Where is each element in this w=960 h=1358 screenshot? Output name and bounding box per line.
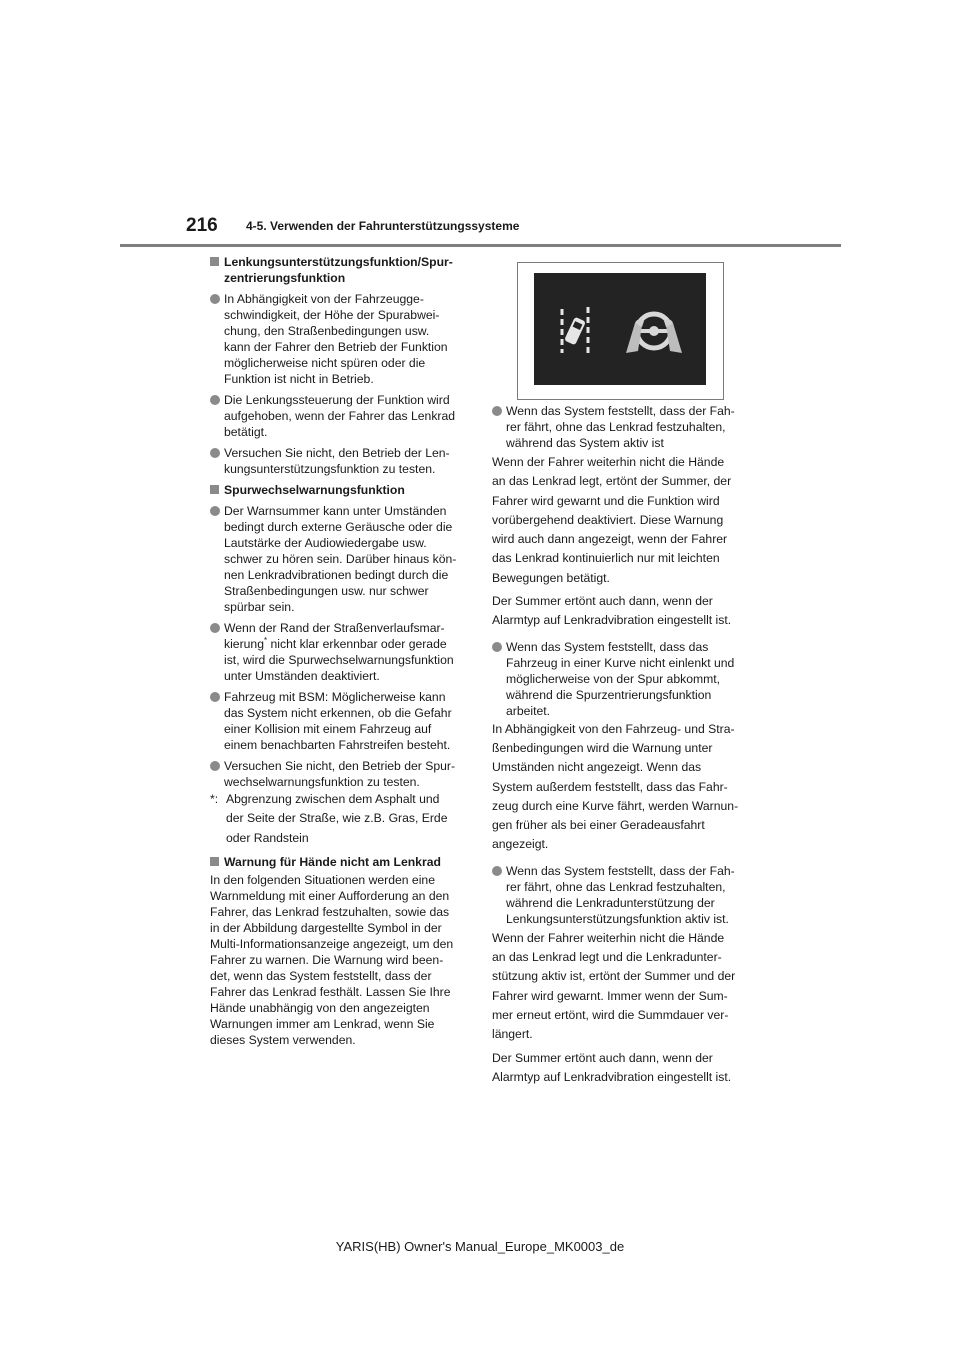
bullet-item: Die Lenkungssteuerung der Funktion wird aufgehoben, wenn der Fahrer das Lenkrad betätigt. — [210, 392, 470, 440]
circle-bullet-icon — [210, 623, 220, 633]
paragraph: Der Summer ertönt auch dann, wenn der Alarmtyp auf Lenkradvibration eingestellt ist. — [492, 594, 732, 628]
circle-bullet-icon — [210, 395, 220, 405]
bullet-item: Wenn der Rand der Straßenverlaufsmar- kierung* nicht klar erkennbar oder gerade ist, wird die Spurwechselwarnungsfunktion unter Umständen deaktiviert. — [210, 620, 470, 684]
paragraph: Der Summer ertönt auch dann, wenn der Alarmtyp auf Lenkradvibration eingestellt ist. — [492, 1050, 732, 1084]
heading-hands-off-warning: Warnung für Hände nicht am Lenkrad — [210, 854, 470, 870]
footnote-mark: *: — [210, 792, 219, 806]
bullet-item: Fahrzeug mit BSM: Möglicherweise kann das System nicht erkennen, ob die Gefahr einer Kollision mit einem Fahrzeug auf einem benachbarten Fahrstreifen besteht. — [210, 689, 470, 753]
manual-footer: YARIS(HB) Owner's Manual_Europe_MK0003_de — [335, 1239, 625, 1254]
bullet-item: Wenn das System feststellt, dass der Fah- rer fährt, ohne das Lenkrad festzuhalten, während das System aktiv ist — [492, 403, 754, 451]
left-column — [210, 254, 470, 1052]
square-bullet-icon — [210, 485, 219, 494]
paragraph: Wenn der Fahrer weiterhin nicht die Hände an das Lenkrad legt und die Lenkradunter- stützung aktiv ist, ertönt der Summer und der Fahrer wird gewarnt. Immer wenn der Sum- mer erneut ertönt, wird die Summdauer ver- längert. — [492, 930, 736, 1042]
hands-on-wheel-icon — [626, 314, 682, 353]
circle-bullet-icon — [210, 692, 220, 702]
footnote: *: Abgrenzung zwischen dem Asphalt und der Seite der Straße, wie z.B. Gras, Erde oder Randstein — [210, 792, 448, 845]
heading-steering-assist: Lenkungsunterstützungsfunktion/Spur- zentrierungsfunktion — [210, 254, 470, 286]
square-bullet-icon — [210, 257, 219, 266]
bullet-item: Wenn das System feststellt, dass der Fah- rer fährt, ohne das Lenkrad festzuhalten, während die Lenkradunterstützung der Lenkungsunterstützungsfunktion aktiv ist. — [492, 863, 754, 927]
footnote-marker: * — [263, 635, 268, 645]
circle-bullet-icon — [210, 506, 220, 516]
bullet-item: Versuchen Sie nicht, den Betrieb der Spur- wechselwarnungsfunktion zu testen. — [210, 758, 470, 790]
paragraph: In den folgenden Situationen werden eine Warnmeldung mit einer Aufforderung an den Fahrer, das Lenkrad festzuhalten, sowie das in der Abbildung dargestellte Symbol in der Multi-Informationsanzeige angezeigt, um den Fahrer zu warnen. Die Warnung wird been- det, wenn das System feststellt, dass der Fahrer das Lenkrad festhält. Lassen Sie Ihre Hände unabhängig von den angezeigten Warnungen immer am Lenkrad, wenn Sie dieses System verwenden. — [210, 872, 454, 1047]
circle-bullet-icon — [492, 866, 502, 876]
circle-bullet-icon — [492, 406, 502, 416]
paragraph: In Abhängigkeit von den Fahrzeug- und Stra- ßenbedingungen wird die Warnung unter Umständen nicht angezeigt. Wenn das System außerdem feststellt, dass das Fahr- zeug durch eine Kurve fährt, werden Warnun- gen früher als bei einer Geradeausfahrt angezeigt. — [492, 721, 739, 852]
right-column — [492, 403, 754, 1091]
heading-lane-change-warning: Spurwechselwarnungsfunktion — [210, 482, 470, 498]
circle-bullet-icon — [492, 642, 502, 652]
paragraph: Wenn der Fahrer weiterhin nicht die Hände an das Lenkrad legt, ertönt der Summer, der Fahrer wird gewarnt und die Funktion wird vorübergehend deaktiviert. Diese Warnung wird auch dann angezeigt, wenn der Fahrer das Lenkrad kontinuierlich nur mit leichten Bewegungen betätigt. — [492, 455, 732, 585]
page-number: 216 — [186, 215, 218, 236]
multi-information-display — [534, 273, 706, 385]
lane-departure-icon — [562, 307, 588, 355]
circle-bullet-icon — [210, 761, 220, 771]
bullet-item: Wenn das System feststellt, dass das Fahrzeug in einer Kurve nicht einlenkt und möglicherweise von der Spur abkommt, während die Spurzentrierungsfunktion arbeitet. — [492, 639, 754, 719]
square-bullet-icon — [210, 857, 219, 866]
display-icons — [534, 273, 706, 385]
bullet-item: Versuchen Sie nicht, den Betrieb der Len- kungsunterstützungsfunktion zu testen. — [210, 445, 470, 477]
header-rule — [120, 244, 841, 247]
bullet-item: Der Warnsummer kann unter Umständen bedingt durch externe Geräusche oder die Lautstärke der Audiowiedergabe usw. schwer zu hören sein. Darüber hinaus kön- nen Lenkradvibrationen bedingt durch die Straßenbedingungen usw. nur schwer spürbar sein. — [210, 503, 470, 615]
section-title: 4-5. Verwenden der Fahrunterstützungssysteme — [246, 219, 520, 233]
circle-bullet-icon — [210, 448, 220, 458]
circle-bullet-icon — [210, 294, 220, 304]
bullet-item: In Abhängigkeit von der Fahrzeugge- schwindigkeit, der Höhe der Spurabwei- chung, den Straßenbedingungen usw. kann der Fahrer den Betrieb der Funktion möglicherweise nicht spüren oder die Funktion ist nicht in Betrieb. — [210, 291, 470, 387]
